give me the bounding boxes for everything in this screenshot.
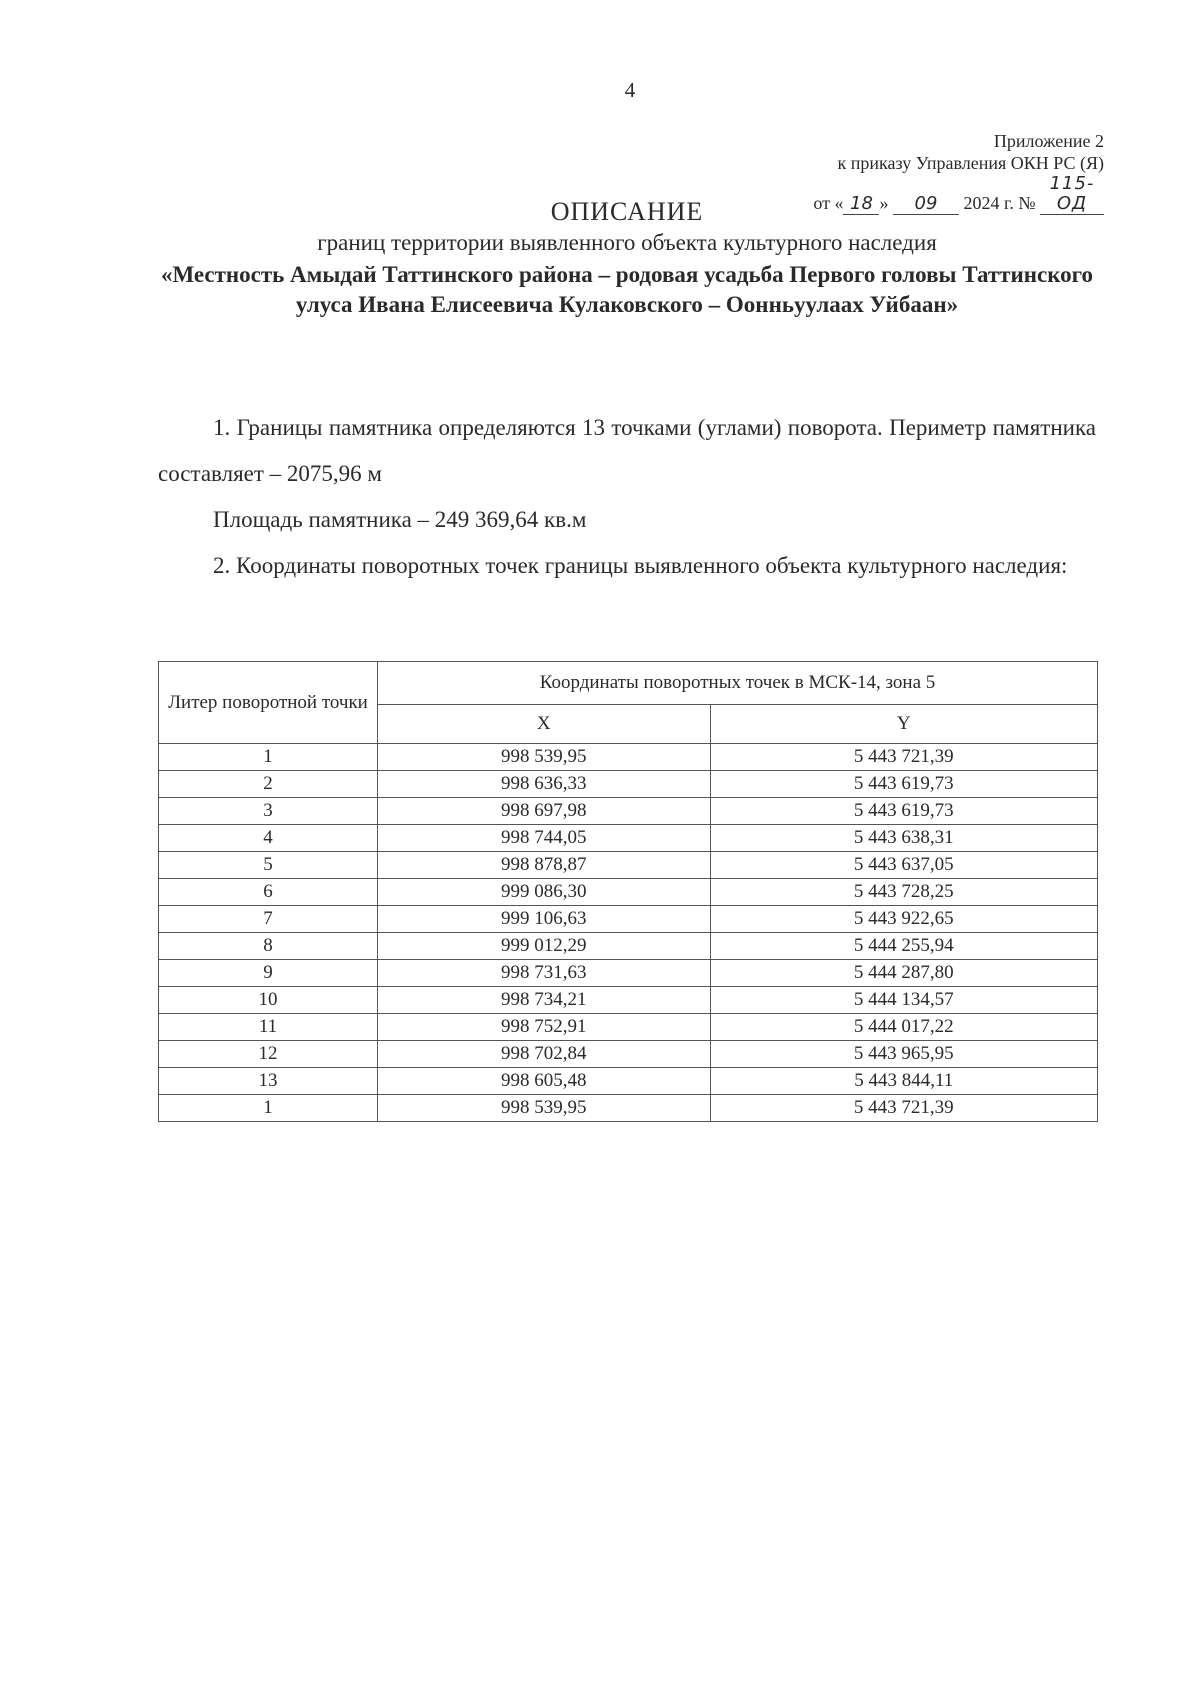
- cell-literal: 10: [159, 987, 378, 1014]
- table-row: [159, 852, 1098, 879]
- table-row: [159, 825, 1098, 852]
- table-row: [159, 771, 1098, 798]
- table-row: [159, 798, 1098, 825]
- cell-x: 998 878,87: [378, 852, 711, 879]
- cell-y: 5 443 721,39: [710, 1095, 1097, 1122]
- cell-y: 5 443 638,31: [710, 825, 1097, 852]
- cell-x: 998 731,63: [378, 960, 711, 987]
- paragraph-coordinates: 2. Координаты поворотных точек границы выявленного объекта культурного наследия:: [213, 553, 1068, 578]
- handwritten-order-number: 115-ОД: [1040, 174, 1104, 215]
- table-row: [159, 906, 1098, 933]
- cell-x: 998 734,21: [378, 987, 711, 1014]
- title-block: [158, 196, 1096, 320]
- cell-x: 998 605,48: [378, 1068, 711, 1095]
- cell-literal: 4: [159, 825, 378, 852]
- table-body: [159, 744, 1098, 1122]
- paragraph-boundaries: 1. Границы памятника определяются 13 точками (углами) поворота. Периметр памятника составляет – 2075,96 м: [158, 415, 1096, 486]
- cell-y: 5 443 637,05: [710, 852, 1097, 879]
- cell-y: 5 443 844,11: [710, 1068, 1097, 1095]
- table-row: [159, 1041, 1098, 1068]
- cell-x: 999 012,29: [378, 933, 711, 960]
- appendix-line-1: Приложение 2: [993, 131, 1104, 151]
- cell-literal: 9: [159, 960, 378, 987]
- cell-literal: 6: [159, 879, 378, 906]
- table-row: [159, 960, 1098, 987]
- appendix-line-2: к приказу Управления ОКН РС (Я): [837, 153, 1104, 173]
- cell-x: 998 539,95: [378, 744, 711, 771]
- object-name: «Местность Амыдай Таттинского района – родовая усадьба Первого головы Таттинского улуса Ивана Елисеевича Кулаковского – Оонньуулаах Уйбаан»: [160, 262, 1094, 317]
- header-coordinates: Координаты поворотных точек в МСК-14, зона 5: [378, 662, 1098, 705]
- cell-literal: 12: [159, 1041, 378, 1068]
- cell-x: 998 697,98: [378, 798, 711, 825]
- header-y: Y: [710, 705, 1097, 744]
- coordinates-table: [158, 661, 1098, 1122]
- cell-y: 5 443 721,39: [710, 744, 1097, 771]
- table-row: [159, 1095, 1098, 1122]
- cell-y: 5 444 134,57: [710, 987, 1097, 1014]
- cell-literal: 1: [159, 1095, 378, 1122]
- cell-x: 999 086,30: [378, 879, 711, 906]
- table-row: [159, 1068, 1098, 1095]
- cell-literal: 13: [159, 1068, 378, 1095]
- cell-y: 5 444 287,80: [710, 960, 1097, 987]
- cell-literal: 3: [159, 798, 378, 825]
- table-row: [159, 933, 1098, 960]
- cell-y: 5 443 922,65: [710, 906, 1097, 933]
- cell-y: 5 443 619,73: [710, 798, 1097, 825]
- body-text: [158, 405, 1096, 589]
- cell-y: 5 443 965,95: [710, 1041, 1097, 1068]
- document-subtitle: границ территории выявленного объекта культурного наследия: [317, 230, 937, 255]
- cell-literal: 5: [159, 852, 378, 879]
- cell-x: 998 702,84: [378, 1041, 711, 1068]
- cell-x: 998 744,05: [378, 825, 711, 852]
- handwritten-day: 18: [843, 194, 879, 215]
- date-year: 2024 г. №: [963, 193, 1036, 213]
- date-prefix: от «: [813, 193, 844, 213]
- cell-literal: 8: [159, 933, 378, 960]
- document-title: ОПИСАНИЕ: [550, 197, 704, 226]
- header-x: X: [378, 705, 711, 744]
- cell-y: 5 443 619,73: [710, 771, 1097, 798]
- date-quote: »: [879, 193, 889, 213]
- cell-literal: 1: [159, 744, 378, 771]
- cell-x: 998 636,33: [378, 771, 711, 798]
- cell-y: 5 444 255,94: [710, 933, 1097, 960]
- page-number: 4: [624, 78, 636, 102]
- table-row: [159, 744, 1098, 771]
- cell-literal: 7: [159, 906, 378, 933]
- cell-x: 998 752,91: [378, 1014, 711, 1041]
- cell-x: 999 106,63: [378, 906, 711, 933]
- cell-y: 5 444 017,22: [710, 1014, 1097, 1041]
- header-literal: Литер поворотной точки: [159, 662, 378, 744]
- cell-y: 5 443 728,25: [710, 879, 1097, 906]
- table-row: [159, 987, 1098, 1014]
- table-row: [159, 1014, 1098, 1041]
- cell-literal: 2: [159, 771, 378, 798]
- handwritten-month: 09: [893, 194, 959, 215]
- coordinates-table-wrap: [158, 661, 1098, 1122]
- cell-literal: 11: [159, 1014, 378, 1041]
- paragraph-area: Площадь памятника – 249 369,64 кв.м: [213, 507, 587, 532]
- table-row: [159, 879, 1098, 906]
- cell-x: 998 539,95: [378, 1095, 711, 1122]
